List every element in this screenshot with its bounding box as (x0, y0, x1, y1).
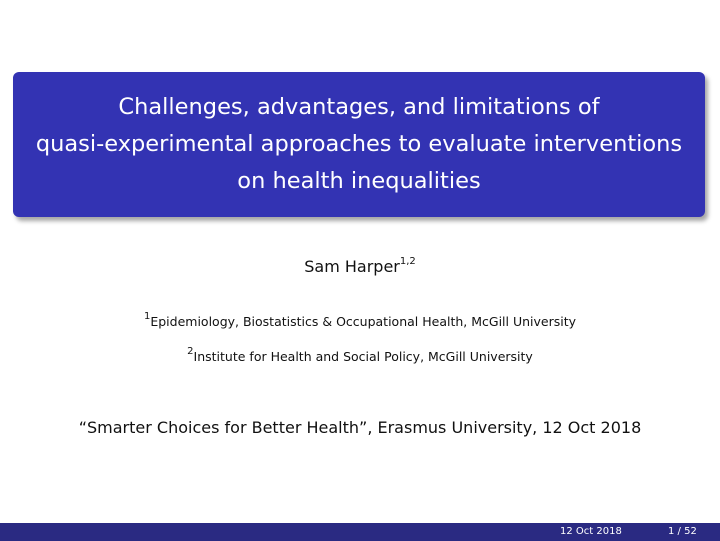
author-name: Sam Harper (304, 257, 400, 276)
footer-date: 12 Oct 2018 (560, 526, 622, 537)
affiliation-2-text: Institute for Health and Social Policy, McGill University (193, 349, 533, 365)
title-line-3: on health inequalities (237, 168, 481, 194)
title-line-2: quasi-experimental approaches to evaluate interventions (35, 131, 683, 157)
affiliation-2 (0, 348, 720, 364)
author-affiliation-marks: 1,2 (399, 255, 416, 267)
venue: “Smarter Choices for Better Health”, Erasmus University, 12 Oct 2018 (78, 418, 642, 437)
footer-page-number: 1 / 52 (668, 526, 697, 537)
footer-bar (0, 523, 720, 541)
affiliation-2-mark: 2 (187, 346, 194, 357)
affiliation-1-mark: 1 (143, 311, 151, 322)
affiliation-1 (0, 313, 720, 329)
title-block (13, 72, 705, 217)
title-line-1: Challenges, advantages, and limitations of (118, 94, 600, 120)
affiliation-1-text: Epidemiology, Biostatistics & Occupational Health, McGill University (150, 314, 577, 330)
author (0, 257, 720, 276)
